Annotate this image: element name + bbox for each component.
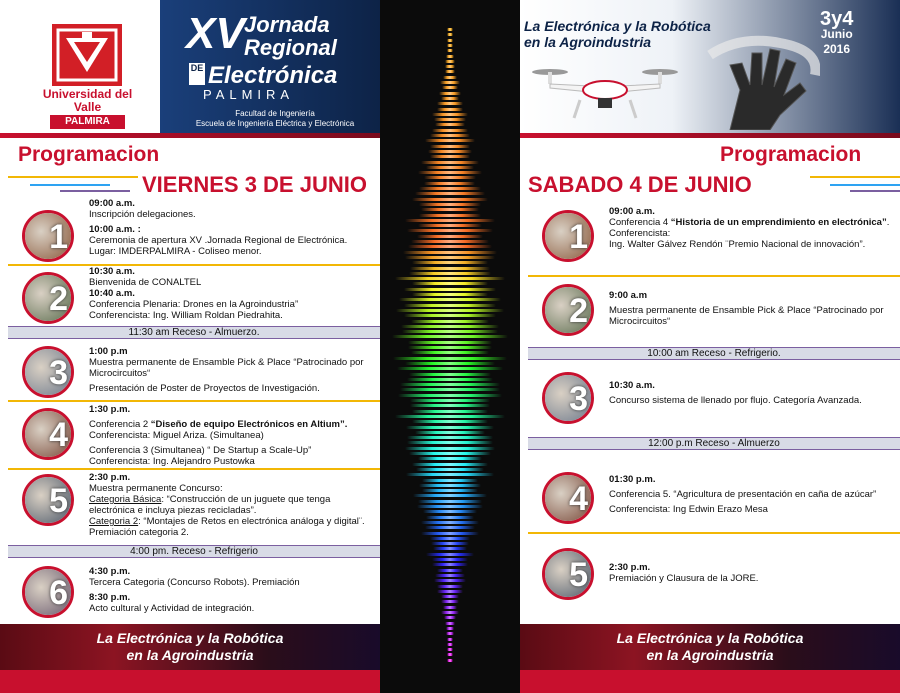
session-text: Conferencista:	[609, 228, 671, 239]
equalizer-bar	[445, 70, 456, 73]
session-photo-badge	[22, 346, 74, 398]
equalizer-bar	[400, 383, 500, 386]
equalizer-bar	[395, 415, 505, 418]
theme-title	[524, 18, 711, 50]
session-time: 9:00 a.m	[609, 290, 648, 301]
equalizer-bar	[432, 558, 467, 561]
session-time: 8:30 p.m.	[89, 592, 131, 603]
session-text: Muestra permanente Concurso:	[89, 483, 223, 494]
equalizer-bar	[412, 261, 488, 264]
header-stripe	[0, 133, 380, 138]
equalizer-bar	[398, 394, 503, 397]
equalizer-bar	[440, 81, 460, 84]
equalizer-bar	[407, 436, 494, 439]
equalizer-bar	[412, 198, 488, 201]
equalizer-bar	[397, 367, 503, 370]
right-header	[520, 0, 900, 138]
left-panel	[0, 0, 380, 693]
equalizer-bar	[444, 616, 455, 619]
event-numeral: XV	[186, 9, 245, 58]
equalizer-bar	[422, 479, 479, 482]
equalizer-bar	[393, 357, 507, 360]
session-details	[609, 474, 897, 515]
equalizer-bar	[424, 176, 476, 179]
equalizer-bar	[430, 537, 469, 540]
header-stripe	[520, 133, 900, 138]
equalizer-bar	[418, 457, 482, 460]
equalizer-bar	[447, 643, 453, 646]
equalizer-bar	[408, 346, 491, 349]
session-time: 1:00 p.m	[89, 346, 128, 357]
faculty-name: Facultad de Ingeniería	[235, 109, 315, 118]
session-number: 1	[569, 218, 588, 256]
equalizer-bar	[437, 108, 464, 111]
equalizer-bar	[412, 293, 488, 296]
equalizer-bar	[447, 648, 453, 651]
session-number: 3	[569, 380, 588, 418]
session-text: Presentación de Poster de Proyectos de Investigación.	[89, 383, 320, 394]
equalizer-bar	[434, 118, 466, 121]
equalizer-bar	[405, 256, 495, 259]
equalizer-bar	[430, 155, 470, 158]
session-text: Concurso sistema de llenado por flujo. Categoría Avanzada.	[609, 395, 862, 406]
decor-line	[60, 190, 130, 192]
decor-line	[810, 176, 900, 178]
session-text: Premiación categoria 2.	[89, 527, 189, 538]
session-time: 2:30 p.m.	[89, 472, 131, 483]
equalizer-bar	[443, 606, 457, 609]
left-programacion-heading: Programacion	[18, 143, 160, 166]
equalizer-bar	[437, 585, 464, 588]
equalizer-bar	[425, 526, 475, 529]
equalizer-bar	[441, 600, 459, 603]
equalizer-bar	[412, 282, 488, 285]
session-time: 1:30 p.m.	[89, 404, 131, 415]
equalizer-bar	[418, 171, 483, 174]
equalizer-bar	[417, 505, 483, 508]
session-photo-badge	[22, 408, 74, 460]
equalizer-bar	[446, 632, 453, 635]
equalizer-bar	[404, 288, 495, 291]
left-header	[0, 0, 380, 138]
date-year: 2016	[823, 42, 851, 56]
equalizer-bar	[399, 298, 501, 301]
event-city: PALMIRA	[203, 87, 295, 102]
session-text: Ing. Walter Gálvez Rendón ¨Premio Nacional de innovación”.	[609, 239, 866, 250]
equalizer-bar	[445, 60, 454, 63]
session-photo-badge	[542, 210, 594, 262]
session-time: 4:30 p.m.	[89, 566, 131, 577]
equalizer-bar	[421, 208, 478, 211]
footer-bar	[0, 670, 380, 693]
session-photo-badge	[542, 284, 594, 336]
session-text: Ceremonia de apertura XV .Jornada Regional de Electrónica.	[89, 235, 348, 246]
decor-line	[850, 190, 900, 192]
session-text: Conferencia 2 “Diseño de equipo Electrónicos en Altium”.	[89, 419, 348, 430]
session-text: Conferencia 3 (Simultanea) “ De Startup a Scale-Up”	[89, 445, 312, 456]
session-details	[609, 380, 897, 406]
session-time: 09:00 a.m.	[609, 206, 655, 217]
equalizer-bar	[405, 219, 494, 222]
equalizer-bar	[405, 447, 494, 450]
item-separator	[8, 468, 380, 470]
equalizer-bar	[447, 44, 453, 47]
session-text: Categoria Básica: “Construcción de un juguete que tenga electrónica e incluya piezas recicladas”.	[89, 494, 331, 516]
session-time: 10:30 a.m.	[89, 266, 135, 277]
equalizer-bar	[437, 590, 463, 593]
equalizer-bar	[411, 351, 489, 354]
session-details	[89, 346, 377, 394]
university-logo	[52, 24, 122, 86]
item-separator	[528, 275, 900, 277]
equalizer-bar	[434, 579, 465, 582]
equalizer-bar	[447, 659, 453, 662]
equalizer-bar	[432, 129, 467, 132]
equalizer-bar	[410, 267, 491, 270]
session-photo-badge	[22, 566, 74, 618]
robot-hand-image	[700, 35, 820, 130]
equalizer-bar	[445, 65, 455, 68]
session-photo-badge	[22, 272, 74, 324]
session-number: 2	[49, 280, 68, 318]
session-time: 10:00 a.m. :	[89, 224, 141, 235]
equalizer-bar	[404, 314, 496, 317]
equalizer-bar	[446, 55, 454, 58]
equalizer-bar	[447, 33, 453, 36]
equalizer-bar	[401, 325, 498, 328]
equalizer-bar	[430, 134, 470, 137]
equalizer-bar	[418, 500, 481, 503]
session-photo-badge	[22, 210, 74, 262]
session-number: 5	[49, 482, 68, 520]
equalizer-bar	[433, 547, 468, 550]
session-text: Inscripción delegaciones.	[89, 209, 196, 220]
footer-line2: en la Agroindustria	[126, 647, 254, 663]
session-number: 1	[49, 218, 68, 256]
session-text: Conferencista: Miguel Ariza. (Simultanea)	[89, 430, 264, 441]
session-details	[89, 198, 377, 257]
equalizer-bar	[396, 309, 505, 312]
left-footer	[0, 624, 380, 670]
equalizer-bar	[411, 240, 489, 243]
equalizer-bar	[417, 235, 483, 238]
session-details	[89, 472, 377, 538]
footer-line2: en la Agroindustria	[646, 647, 774, 663]
session-text: Conferencia 5. “Agricultura de presentación en caña de azúcar”	[609, 489, 877, 500]
equalizer-bar	[424, 182, 475, 185]
session-time: 10:40 a.m.	[89, 288, 135, 299]
equalizer-bar	[435, 123, 465, 126]
equalizer-bar	[445, 622, 455, 625]
equalizer-bar	[443, 76, 457, 79]
equalizer-bar	[413, 494, 486, 497]
equalizer-bar	[435, 574, 464, 577]
footer-line1: La Electrónica y la Robótica	[616, 630, 804, 646]
equalizer-bar	[426, 553, 474, 556]
school-name: Escuela de Ingeniería Eléctrica y Electrónica	[195, 119, 355, 128]
session-number: 2	[569, 292, 588, 330]
footer-bar	[520, 670, 900, 693]
session-number: 4	[49, 416, 68, 454]
session-details	[609, 290, 897, 327]
equalizer-bar	[447, 638, 453, 641]
break-banner: 11:30 am Receso - Almuerzo.	[8, 326, 380, 339]
session-number: 3	[49, 354, 68, 392]
decor-line	[30, 184, 110, 186]
equalizer-bar	[419, 484, 481, 487]
university-name: Universidad del Valle	[42, 87, 133, 114]
session-text: Bienvenida de CONALTEL	[89, 277, 202, 288]
session-details	[89, 566, 377, 614]
session-text: Conferencia 4 “Historia de un emprendimiento en electrónica”.	[609, 217, 890, 228]
equalizer-bar	[416, 468, 483, 471]
equalizer-bar	[447, 39, 453, 42]
equalizer-bar	[412, 463, 488, 466]
decor-line	[8, 176, 138, 178]
equalizer-bar	[395, 277, 506, 280]
equalizer-bar	[442, 86, 459, 89]
drone-image	[530, 60, 680, 120]
session-time: 10:30 a.m.	[609, 380, 655, 391]
equalizer-bar	[441, 595, 459, 598]
equalizer-bar	[407, 441, 494, 444]
equalizer-bar	[437, 102, 463, 105]
equalizer-bar	[411, 320, 489, 323]
equalizer-bar	[432, 113, 468, 116]
equalizer-bar	[421, 521, 479, 524]
session-text: Lugar: IMDERPALMIRA - Coliseo menor.	[89, 246, 262, 257]
session-text: Categoria 2: “Montajes de Retos en electrónica análoga y digital¨.	[89, 516, 365, 527]
session-time: 09:00 a.m.	[89, 198, 135, 209]
equalizer-bar	[430, 145, 470, 148]
theme-title-line2: en la Agroindustria	[524, 34, 652, 50]
event-title-line3: Electrónica	[208, 62, 338, 89]
equalizer-bar	[426, 516, 474, 519]
equalizer-bar	[407, 229, 492, 232]
left-day-heading: VIERNES 3 DE JUNIO	[142, 172, 367, 197]
date-days: 3y4	[820, 8, 854, 30]
equalizer-bar	[428, 150, 472, 153]
item-separator	[8, 400, 380, 402]
equalizer-bar	[409, 452, 490, 455]
equalizer-bar	[421, 532, 479, 535]
equalizer-bar	[402, 330, 498, 333]
session-text: Tercera Categoria (Concurso Robots). Premiación	[89, 577, 300, 588]
equalizer-bar	[409, 272, 491, 275]
equalizer-bar	[447, 49, 453, 52]
university-city: PALMIRA	[50, 115, 125, 129]
break-banner: 12:00 p.m Receso - Almuerzo	[528, 437, 900, 450]
session-details	[609, 562, 897, 584]
session-photo-badge	[542, 548, 594, 600]
equalizer-bar	[426, 166, 474, 169]
equalizer-bar	[415, 192, 484, 195]
event-title-de: DE	[189, 63, 205, 85]
event-dates	[820, 8, 854, 57]
equalizer-bar	[406, 426, 495, 429]
event-title-line2: Regional	[244, 35, 337, 60]
right-programacion-heading: Programacion	[720, 143, 862, 166]
session-photo-badge	[542, 372, 594, 424]
theme-title-line1: La Electrónica y la Robótica	[524, 18, 711, 34]
equalizer-bar	[408, 245, 491, 248]
equalizer-graphic	[380, 0, 520, 693]
equalizer-bar	[419, 214, 480, 217]
equalizer-bar	[410, 404, 491, 407]
session-text: Muestra permanente de Ensamble Pick & Place “Patrocinado por Microcircuitos“	[609, 305, 884, 327]
session-text: Conferencista: Ing. William Roldan Piedrahita.	[89, 310, 283, 321]
equalizer-bar	[423, 510, 476, 513]
equalizer-bar	[412, 410, 488, 413]
session-number: 6	[49, 574, 68, 612]
session-text: Conferencia Plenaria: Drones en la Agroindustria”	[89, 299, 299, 310]
session-time: 2:30 p.m.	[609, 562, 651, 573]
session-photo-badge	[22, 474, 74, 526]
session-number: 5	[569, 556, 588, 594]
equalizer-bar	[404, 304, 497, 307]
event-title-line1: Jornada	[244, 12, 330, 37]
session-text: Conferencista: Ing. Alejandro Pustowka	[89, 456, 255, 467]
session-time: 01:30 p.m.	[609, 474, 656, 485]
equalizer-bar	[400, 388, 500, 391]
session-details	[89, 404, 377, 467]
equalizer-bar	[419, 187, 481, 190]
session-details	[89, 266, 377, 321]
equalizer-bar	[406, 473, 495, 476]
session-details	[609, 206, 897, 250]
break-banner: 4:00 pm. Receso - Refrigerio	[8, 545, 380, 558]
item-separator	[528, 532, 900, 534]
equalizer-bar	[421, 161, 479, 164]
right-panel	[520, 0, 900, 693]
right-footer	[520, 624, 900, 670]
footer-line1: La Electrónica y la Robótica	[96, 630, 284, 646]
session-text: Conferencista: Ing Edwin Erazo Mesa	[609, 504, 768, 515]
equalizer-bar	[439, 92, 462, 95]
equalizer-bar	[447, 28, 453, 31]
equalizer-bar	[403, 251, 498, 254]
equalizer-bar	[408, 341, 492, 344]
session-text: Acto cultural y Actividad de integración.	[89, 603, 255, 614]
equalizer-bar	[415, 431, 484, 434]
equalizer-bar	[410, 399, 490, 402]
session-number: 4	[569, 480, 588, 518]
date-month: Junio	[820, 27, 853, 41]
right-day-heading: SABADO 4 DE JUNIO	[528, 172, 752, 197]
equalizer-bar	[446, 627, 453, 630]
equalizer-bar	[412, 420, 487, 423]
equalizer-bar	[405, 362, 494, 365]
equalizer-bar	[419, 203, 482, 206]
break-banner: 10:00 am Receso - Refrigerio.	[528, 347, 900, 360]
equalizer-bar	[441, 97, 460, 100]
equalizer-bar	[441, 611, 459, 614]
decor-line	[830, 184, 900, 186]
session-text: Muestra permanente de Ensamble Pick & Place “Patrocinado por Microcircuitos“	[89, 357, 364, 379]
equalizer-bar	[447, 653, 453, 656]
equalizer-bar	[432, 563, 468, 566]
session-photo-badge	[542, 472, 594, 524]
equalizer-bar	[422, 489, 478, 492]
equalizer-bar	[437, 569, 464, 572]
equalizer-bar	[418, 224, 481, 227]
equalizer-bar	[392, 335, 508, 338]
equalizer-bar	[431, 542, 468, 545]
equalizer-bar	[425, 139, 475, 142]
equalizer-bar	[407, 378, 494, 381]
equalizer-bar	[409, 373, 492, 376]
session-text: Premiación y Clausura de la JORE.	[609, 573, 759, 584]
